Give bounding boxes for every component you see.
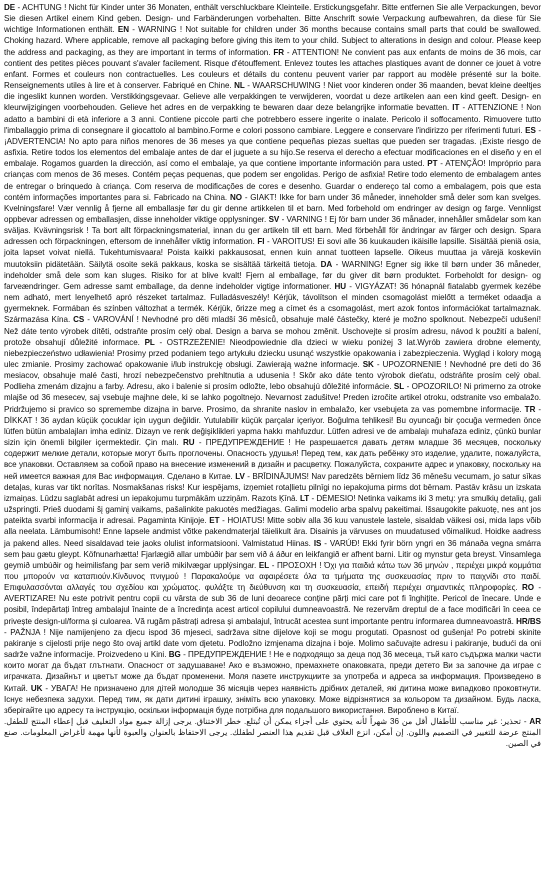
warning-text: - WARNING! Egner sig ikke til børn under 36 måneder, indeholder små dele som kan sluges. Risiko for at blive kvalt! Fjern al emballage, før du giver dit børn produktet. Forbeholdt for design- og farveændringer. Gem adresse samt emballage, da denne indeholder vigtige informationer. xyxy=(4,259,541,291)
language-code: SK xyxy=(362,360,374,369)
warning-text: - AVERTIZARE! Nu este potrivit pentru copii cu vârsta de sub 36 de luni deoarece conține părți mici care pot fi înghițite. Pericol de înecare. Unde e posibil, îndepărtați întreg ambalajul înainte de a încredința acest articol copilului dumneavoastră. Ne rezervăm dreptul de a face modificări în ceea ce privește design-ul/forma și culoarea. Vă rugăm păstrați adresa și ambalajul, întrucât acestea sunt importante pentru informarea dumneavoastră. xyxy=(4,583,541,626)
language-code: DE xyxy=(4,3,16,12)
warning-text: - PAŽNJA ! Nije namijenjeno za djecu ispod 36 mjeseci, sadržava sitne dijelove koji se mogu progutati. Opasnost od gušenja! Po potrebi skinite pakiranje s cijelosti prije nego što ovaj artikl date vom djetetu. Podložno izmjenama dizajna i boje. Molimo sačuvajte adresu i pakiranje, budući da oni sadrže važne informacije. Proizvedeno u Kini. xyxy=(4,627,541,660)
language-code: AR xyxy=(529,717,541,726)
warning-text: - تحذير: غير مناسب للأطفال أقل من 36 شهراً لأنه يحتوي على أجزاء يمكن أن تُبتلع. خطر الاختناق. يرجى إزالة جميع مواد التغليف قبل إعطاء المنتج للطفل. المنتج عرضة للتغيير في التصميم واللون. إن أمكن، انزع الغلاف قبل تقديم هذا العنصر لطفلك. يرجى الاحتفاظ بالعنوان والعبوة لأنها مهمة لأغراض المعلومات. صنع في الصين. xyxy=(4,717,541,749)
warning-text: - ΠΡΟΣΟΧΗ ! Όχι για παιδιά κάτω των 36 μηνών , περιέχει μικρά κομμάτια που μπορούν να καταπιούν.Κίνδυνος πνιγμού ! Παρακαλούμε να αφαιρέσετε όλα τα τμήματα της συσκευασίας πριν το παιχνίδι στο παιδί. Επιφυλασσόνται αλλαγές του σχεδίου και χρώματος. φυλάξτε τη διεύθυνση και τη συσκευασία, επειδή περιέχει σημαντικές πληροφορίες. xyxy=(4,560,541,593)
warning-text: - DİKKAT ! 36 aydan küçük çocuklar için uygun değildir. Yutulabilir küçük parçalar içeriyor. Boğulma tehlikesi! Bu oyuncağı bir çocuğa vermeden önce lütfen bütün ambalajları imha ediniz. Dizayn ve renk değişiklikleri yapma hakkı mahfuzdur. Lütfen adresi ve de ambalajı muhafaza ediniz, çünkü bunlar sizin için önemli bilgiler içermektedir. Çin malı. xyxy=(4,404,541,448)
warning-text: - VIGYÁZAT! 36 hónapnál fiatalabb gyermek kezébe nem adható, mert lenyelhető apró részeket tartalmaz. Fulladásveszély! Kérjük, távolítson el minden csomagolást mielőtt a terméket odaadja a gyermeknek. Formában és színben változhat a termék. Kérjük, őrizze meg a címet és a csomagolást, mert azok fontos információkat tartalmaznak. Származása Kína. xyxy=(4,281,541,325)
language-code: SV xyxy=(268,214,280,224)
warning-text: - BRĪDINĀJUMS! Nav paredzēts bērniem līdz 36 mēnešu vecumam, jo satur sīkas detaļas, kuras var tikt norītas. Nosmakšanas risks! Kur iespējams, izņemiet rotaļlietu pilnīgi no iepakojuma pirms dot bērnam. Pastāv krāsu un izskata izmaiņas. Lūdzu saglabāt adresi un iepakojumu turpmākām uzziņām. Razots Ķīnā. xyxy=(4,471,541,503)
language-code: TR xyxy=(524,404,536,414)
warning-text: - УВАГА! Не призначено для дітей молодше 36 місяців через наявність дрібних деталей, які дитина може випадково проковтнути. Існує небезпека задухи. Перед тим, як дати дитині іграшку, зніміть всю упаковку. Може відрізнятися за кольором та дизайном. Будь ласка, зберігайте цю адресу та інструкцію, оскільки інформація буде потрібна для подальшого використання. Виробленo в Китаї. xyxy=(4,683,541,715)
warning-text: - VAROVÁNÍ ! Nevhodné pro děti mladší 36 měsíců, obsahuje malé částečky, které je možno spolknout. Nebezpečí udušení! Než dáte tento výrobek dítěti, odstraňte prosím celý obal. Design a barva se mohou změnit. Uschovejte si prosím adresu, návod k použití a balení, protože obsahují důležité informace. xyxy=(4,315,541,347)
warning-text: - ATTENZIONE ! Non adatto a bambini di età inferiore a 3 anni. Contiene piccole parti che potrebbero essere ingerite o inalate. Pericolo il soffocamento. Rimuovere tutto l'imballaggio prima di consegnare il giocattolo al bambino.Forme e colori possono cambiare. Leggere e conservare l'indirizzo per riferimenti futuri. xyxy=(4,103,541,135)
language-code: EL xyxy=(258,560,270,570)
warning-text: - DĖMESIO! Netinka vaikams iki 3 metų: yra smulkių detalių, gali užspringti. Prieš duodami šį gaminį vaikams, pašalinkite pakuotės medžiagas. Galimi modelio arba spalvų pakeitimai. Išsaugokite pakuotę, nes ant jos pateikta svarbi informacija ir adresai. Pagaminta Kinijoje. xyxy=(4,493,541,526)
language-code: UK xyxy=(30,683,43,693)
warning-text: - WAARSCHUWING ! Niet voor kinderen onder 36 maanden, bevat kleine deeltjes die ingeslikt kunnen worden. Verstikkingsgevaar. Gelieve alle verpakkingen te verwijderen, voordat u deze artikelen aan een kind geeft. Design- en kleurwijzigingen voorbehouden. Gelieve het adres en de verpakking te bewaren daar deze belangrijke informatie bevatten. xyxy=(4,81,541,113)
warning-text: - ПРЕДУПРЕЖДЕНИЕ ! Не е подходящо за деца под 36 месеца, тъй като съдържа малки части които могат да бъдат глътнати. Опасност от задушаване! Ако е възможно, премахнете опаковката, преди детето Ви за започне да играе с играчката. Дизайнът и цветът може да бъдат променени. Моля пазете инструкциите за употреба и адреса за информация. Произведено в Китай. xyxy=(4,650,541,693)
language-code: BG xyxy=(168,650,181,660)
language-code: ET xyxy=(209,516,220,526)
warning-text: - ATTENTION! Ne convient pas aux enfants de moins de 36 mois, car contient des petites pièces pouvant s'avaler facilement. Risque d'étouffement. Enlevez toutes les attaches plastiques avant de donner ce jouet à votre enfant. Formes et couleurs non contractuelles. Les couleurs et détails du contenu peuvent varier par rapport au modèle présenté sur la boite. Renseignements utiles à lire et à conserver. Fabriqué en Chine. xyxy=(4,47,541,91)
warning-text: - VARÚÐ! Ekki fyrir börn yngri en 36 mánaða vegna smárra sem þau gætu gleypt. Köfnunarhætta! Fjarlægið allar umbúðir þar sem við á áður en leikfangið er afhent barni. Litir og mynstur geta breyst. Vinsamlega geymið umbúðir og heimilisfang þar sem verið mikilvægar upplýsingar. xyxy=(4,538,541,570)
language-code: RO xyxy=(521,583,535,593)
language-code: FR xyxy=(273,47,285,57)
warning-text: - ATENÇÃO! Impróprio para crianças com menos de 36 meses. Contém peças pequenas, que podem ser engolidas. Perigo de asfixia! Retire todo elemento de embalagem antes de entregar o brinquedo à criança. Com reserva de modificações de cores e desenho. Guardar o endereço tal como a embalagem, pois que esta contém informações importantes para si. Fabricado na China. xyxy=(4,159,541,202)
language-code: DA xyxy=(320,259,333,269)
language-code: ES xyxy=(525,125,536,135)
language-code: FI xyxy=(257,237,265,247)
warning-text: - ПРЕДУПРЕЖДЕНИЕ ! Не разрешается давать детям младше 36 месяцев, поскольку содержит мелкие детали, которые могут быть проглочены. Опасность удушья! Перед тем, как дать ребёнку это изделие, удалите, пожалуйста, все упаковки. Оставляем за собой право на внесение изменений в дизайн и расцветку. Пожалуйста, сохраните адрес и упаковку, поскольку на ней имеется важная для Вас информация. Сделано в Китае. xyxy=(4,438,542,481)
language-code: SL xyxy=(393,382,405,392)
warning-text: - WARNING ! Not suitable for children under 36 months because contains small parts that could be swallowed. Choking hazard. Where applicable, remove all packaging before giving this item to your child. Subject to alterations in design and colour. Please keep the address and packaging, as they are important in terms of information. xyxy=(4,25,541,57)
language-code: CS xyxy=(73,315,85,325)
warning-text: - OPOZORILO! Ni primerno za otroke mlajše od 36 mesecev, saj vsebuje majhne dele, ki se lahko pogoltnejo. Nevarnost zadušitve! Preden izročite artikel otroku, odstranite vso embalažo. Pridržujemo si pravico so spremembe dizajna in barve. Prosimo, da shranite naslov in embalažo, ker vsebujeta za vas pomembne informacije. xyxy=(4,382,541,414)
language-code: RU xyxy=(183,438,195,448)
warning-text: - OSTRZEŻENIE! Nieodpowiednie dla dzieci w wieku poniżej 3 lat.Wyrób zawiera drobne elementy, niebezpieczeństwo udławienia! Prosimy przed podaniem tego artykułu dziecku usunąć wszystkie opakowania i zabezpieczenia. Wygląd i kolory mogą ulec zmianie. Prosimy zachować opakowanie i/lub instrukcję obsługi. Zawierają ważne informacje. xyxy=(4,337,541,369)
warning-text: - VARNING ! Ej för barn under 36 månader, innehåller smådelar som kan sväljas. Kvävningsrisk ! Ta bort allt förpackningsmaterial, innan du ger artikeln till ett barn. Med förbehåll för ändringar av färger och design. Spara adressen och förpackningen, eftersom de innehåller viktig information. xyxy=(4,214,542,247)
language-code: EN xyxy=(117,25,129,35)
warning-text: - ¡ADVERTENCIA! No apto para niños menores de 36 meses ya que contiene pequeñas piezas sueltas que pueden ser tragadas. ¡Existe riesgo de asfixia. Retire todos los elementos del embalaje antes de dar el juguete a su hijo.Se reserva el derecho a efectuar modificaciones en el diseño y en el embalaje. Rogamos guarden la dirección, así como el embalaje, ya que contiene importante información para usted. xyxy=(4,125,541,169)
language-code: LT xyxy=(299,493,310,503)
language-code: PL xyxy=(144,337,155,347)
language-code: NL xyxy=(234,81,245,91)
language-code: HU xyxy=(334,281,347,291)
warning-ar xyxy=(4,716,541,749)
warning-text: - VAROITUS! Ei sovi alle 36 kuukauden ikäisille lapsille. Sisältää pieniä osia, joita lapset voivat niellä. Tukehtumisvaara! Poista kaikki pakkausosat, ennen kuin annat tuotteen lapselle. Oikeus muuttaa ja värejä koskeviin muutoksiin pidätetään. Säilytä osoite sekä pakkaus, koska se sisältää tärkeitä tietoja. xyxy=(4,237,541,269)
language-code: PT xyxy=(427,159,438,169)
warning-text: - GIAKT! Ikke for barn under 36 måneder, inneholder små deler som kan svelges. Kvelningsfare! Vær vennlig å fjerne all emballasje før du gir denne artikkelen til et barn. Med forbehold om endringer av design og farge. Vennligst oppbevar adressen og emballasjen, disse inneholder viktige opplysninger. xyxy=(4,192,542,224)
warning-text: - HOIATUS! Mitte sobiv alla 36 kuu vanustele lastele, sisaldab väikesi osi, mida laps võib alla neelata. Lämbumisoht! Enne lapsele andmist võtke pakendmaterjal täielikult ära. Disainis ja värvuses on muudatused võimalikud. Hoidke aadress ja pakend alles. Need sisaldavad teie jaoks olulist informatsiooni. Valmistatud Hiinas. xyxy=(4,516,541,548)
language-code: IT xyxy=(452,103,460,113)
language-code: LV xyxy=(235,471,245,481)
warning-text: - ACHTUNG ! Nicht für Kinder unter 36 Monaten, enthält verschluckbare Kleinteile. Erstickungsgefahr. Bitte entfernen Sie alle Verpackungen, bevor Sie diesen Artikel einem Kind geben. Design- und Farbänderungen vorbehalten. Bitte Anschrift sowie Verpackung aufbewahren, da diese für Sie wichtige Informationen enthält. xyxy=(4,3,541,35)
warning-text: - UPOZORNENIE ! Nevhodné pre deti do 36 mesiacov, obsahuje malé časti, hrozí nebezpečenstvo prehltnutia a udusenia ! Skôr ako dáte tento výrobok dieťatu, odstráňte prosím celý obal. Podlieha zmenám dizajnu a farby. Adresu, ako i balenie si prosím odložte, lebo obsahujú dôležité informácie. xyxy=(4,360,541,392)
language-code: NO xyxy=(229,192,242,202)
warning-uk xyxy=(4,684,541,715)
language-code: IS xyxy=(313,538,322,548)
language-code: HR/BS xyxy=(516,616,541,626)
